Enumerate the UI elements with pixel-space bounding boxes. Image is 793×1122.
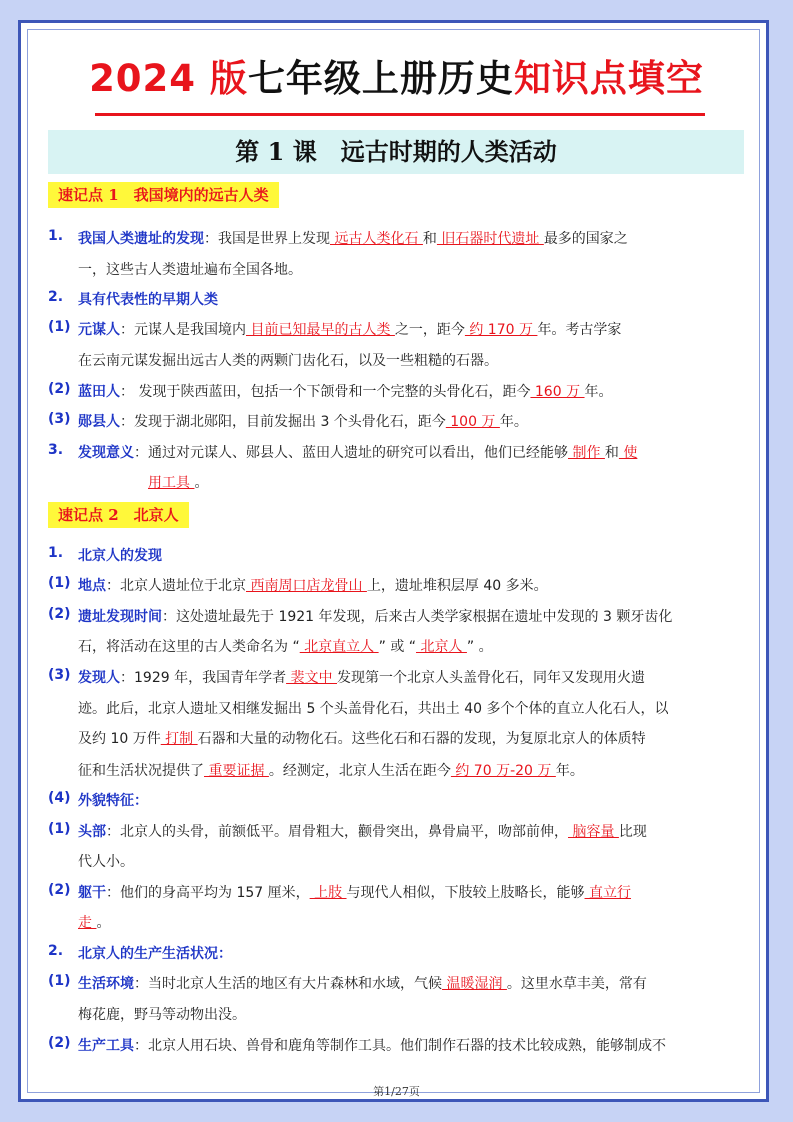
page-title — [0, 48, 793, 102]
line-number: (2) — [48, 381, 71, 397]
line-number: 1. — [48, 545, 64, 561]
line-text: 。 — [194, 475, 209, 491]
keyword: 发现意义 — [78, 445, 134, 461]
line-text: ” 或 “ — [378, 639, 417, 655]
line-text: ：发现于湖北郧阳，目前发掘出 3 个头骨化石，距今 — [120, 414, 446, 430]
line-text: 年。 — [555, 763, 584, 779]
line-number: (2) — [48, 606, 71, 622]
keyword: 生活环境 — [78, 976, 134, 992]
line-text: 征和生活状况提供了 — [78, 763, 204, 779]
fill-blank-answer: 目前已知最早的古人类 — [246, 322, 395, 338]
line-text: 代人小。 — [78, 854, 134, 870]
line-number: (1) — [48, 821, 71, 837]
line-text: 梅花鹿，野马等动物出没。 — [78, 1007, 246, 1023]
fill-blank-answer: 西南周口店龙骨山 — [246, 578, 367, 594]
line-text: ：北京人遗址位于北京 — [106, 578, 246, 594]
line-number: (1) — [48, 973, 71, 989]
fill-blank-answer: 约 70 万-20 万 — [450, 763, 556, 779]
line-number: (4) — [48, 790, 71, 806]
line-text: 与现代人相似，下肢较上肢略长，能够 — [346, 885, 585, 901]
keyword: 头部 — [78, 824, 106, 840]
keyword: 遗址发现时间 — [78, 609, 162, 625]
lesson-title: 第 1 课 远古时期的人类活动 — [48, 130, 744, 174]
fill-blank-answer: 重要证据 — [204, 763, 269, 779]
line-text: 及约 10 万件 — [78, 731, 161, 747]
keyword: 外貌特征： — [78, 793, 148, 809]
line-text: 年。 — [499, 414, 528, 430]
line-number: 2. — [48, 289, 64, 305]
keyword: 生产工具 — [78, 1038, 134, 1054]
line-number: (2) — [48, 1035, 71, 1051]
line-text: ： 发现于陕西蓝田，包括一个下颌骨和一个完整的头骨化石，距今 — [120, 384, 531, 400]
fill-blank-answer: 使 — [618, 445, 638, 461]
fill-blank-answer: 上肢 — [309, 885, 347, 901]
keyword: 北京人的生产生活状况： — [78, 946, 232, 962]
line-text: 石，将活动在这里的古人类命名为 “ — [78, 639, 300, 655]
line-text: ：他们的身高平均为 157 厘米， — [106, 885, 310, 901]
line-number: 2. — [48, 943, 64, 959]
line-text: 之一，距今 — [394, 322, 465, 338]
keyword: 北京人的发现 — [78, 548, 162, 564]
line-text: 。这里水草丰美，常有 — [506, 976, 647, 992]
keyword: 元谋人 — [78, 322, 120, 338]
title-underline — [95, 113, 705, 116]
line-text: ：北京人的头骨，前额低平。眉骨粗大，颧骨突出，鼻骨扁平，吻部前伸， — [106, 824, 568, 840]
line-number: 1. — [48, 228, 64, 244]
section-tag-1: 速记点 1 我国境内的远古人类 — [48, 182, 279, 208]
line-text: ：我国是世界上发现 — [204, 231, 330, 247]
title-part-3: 知识点填空 — [513, 57, 704, 100]
line-number: (3) — [48, 411, 71, 427]
line-text: 一，这些古人类遗址遍布全国各地。 — [78, 262, 302, 278]
fill-blank-answer: 约 170 万 — [464, 322, 538, 338]
fill-blank-answer: 制作 — [568, 445, 605, 461]
line-number: (1) — [48, 575, 71, 591]
fill-blank-answer: 160 万 — [530, 384, 585, 400]
fill-blank-answer: 旧石器时代遗址 — [436, 231, 544, 247]
section-tag-2: 速记点 2 北京人 — [48, 502, 189, 528]
line-text: 年。考古学家 — [537, 322, 622, 338]
line-text: 。 — [96, 915, 111, 931]
title-part-1: 2024 版 — [89, 57, 248, 100]
fill-blank-answer: 打制 — [160, 731, 198, 747]
fill-blank-answer: 100 万 — [445, 414, 500, 430]
fill-blank-answer: 远古人类化石 — [330, 231, 423, 247]
line-text: ：元谋人是我国境内 — [120, 322, 246, 338]
keyword: 具有代表性的早期人类 — [78, 292, 218, 308]
line-text: 在云南元谋发掘出远古人类的两颗门齿化石，以及一些粗糙的石器。 — [78, 353, 498, 369]
fill-blank-answer: 北京直立人 — [299, 639, 379, 655]
fill-blank-answer: 温暖湿润 — [442, 976, 507, 992]
fill-blank-answer: 裴文中 — [286, 670, 337, 686]
keyword: 躯干 — [78, 885, 106, 901]
line-text: 发现第一个北京人头盖骨化石，同年又发现用火遗 — [337, 670, 645, 686]
fill-blank-answer: 用工具 — [148, 475, 195, 491]
fill-blank-answer: 直立行 — [584, 885, 631, 901]
line-text: 比现 — [618, 824, 647, 840]
page-number: 第1/27页 — [373, 1085, 420, 1098]
fill-blank-answer: 走 — [78, 915, 97, 931]
line-text: 上，遗址堆积层厚 40 多米。 — [366, 578, 548, 594]
line-text: 年。 — [584, 384, 613, 400]
line-number: (1) — [48, 319, 71, 335]
line-text: ” 。 — [466, 639, 493, 655]
keyword: 郧县人 — [78, 414, 120, 430]
fill-blank-answer: 脑容量 — [568, 824, 619, 840]
keyword: 发现人 — [78, 670, 120, 686]
line-text: ：通过对元谋人、郧县人、蓝田人遗址的研究可以看出，他们已经能够 — [134, 445, 568, 461]
line-text: 和 — [422, 231, 437, 247]
line-text: 最多的国家之 — [543, 231, 628, 247]
line-text: ：北京人用石块、兽骨和鹿角等制作工具。他们制作石器的技术比较成熟，能够制成不 — [134, 1038, 666, 1054]
line-text: ：1929 年，我国青年学者 — [120, 670, 287, 686]
line-text: 。经测定，北京人生活在距今 — [268, 763, 451, 779]
title-part-2: 七年级上册历史 — [247, 57, 514, 100]
keyword: 我国人类遗址的发现 — [78, 231, 204, 247]
line-number: 3. — [48, 442, 64, 458]
line-text: ：这处遗址最先于 1921 年发现，后来古人类学家根据在遗址中发现的 3 颗牙齿化 — [162, 609, 673, 625]
keyword: 蓝田人 — [78, 384, 120, 400]
fill-blank-answer: 北京人 — [416, 639, 467, 655]
line-text: ：当时北京人生活的地区有大片森林和水域，气候 — [134, 976, 442, 992]
line-text: 石器和大量的动物化石。这些化石和石器的发现，为复原北京人的体质特 — [197, 731, 646, 747]
line-text: 迹。此后，北京人遗址又相继发掘出 5 个头盖骨化石，共出土 40 多个个体的直立人化石人，以 — [78, 701, 669, 717]
line-text: 和 — [604, 445, 619, 461]
line-number: (2) — [48, 882, 71, 898]
keyword: 地点 — [78, 578, 106, 594]
line-number: (3) — [48, 667, 71, 683]
